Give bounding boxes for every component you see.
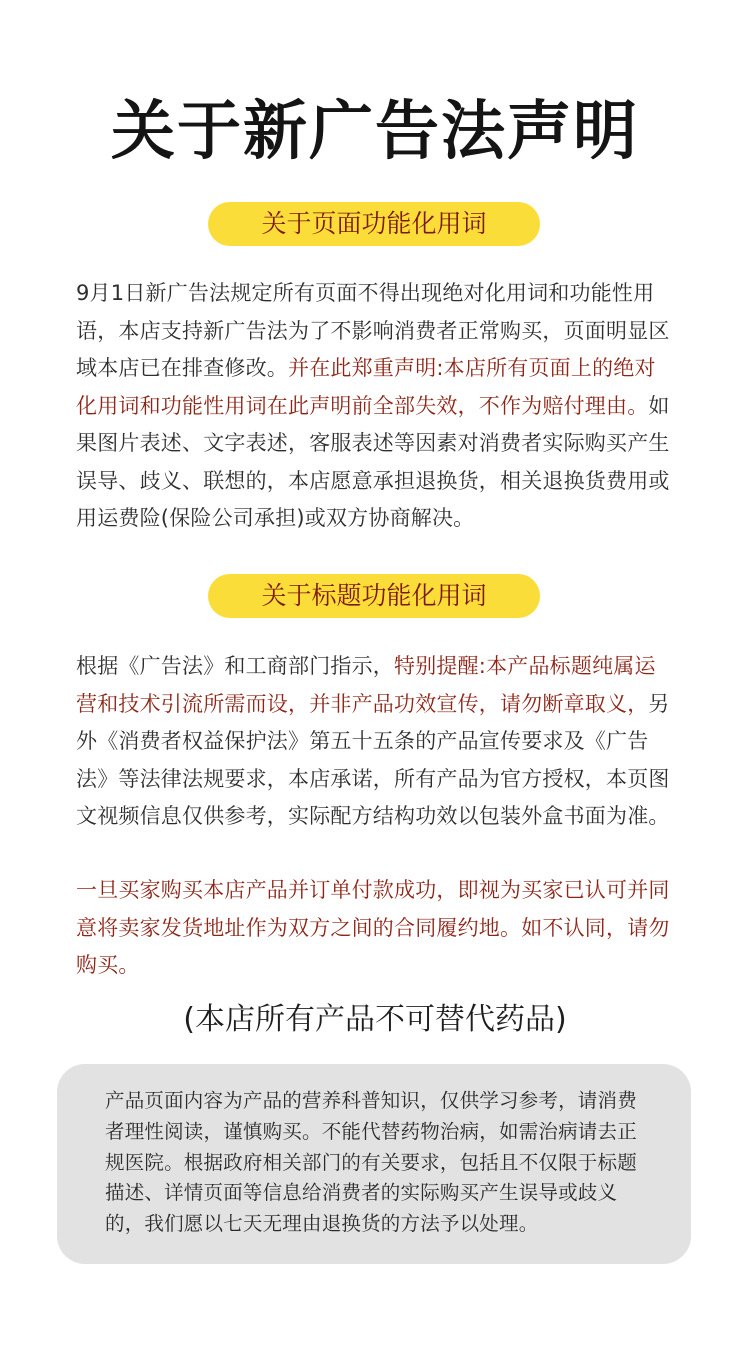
page-wording-paragraph: [76, 275, 676, 538]
not-medicine-note: (本店所有产品不可替代药品): [183, 1002, 567, 1037]
contract-paragraph: 一旦买家购买本店产品并订单付款成功，即视为买家已认可并同意将卖家发货地址作为双方之间的合同履约地。如不认同，请勿购买。: [76, 878, 670, 977]
page-wording-text-1: 9月1日新广告法规定所有页面不得出现绝对化用词和功能性用语，本店支持新广告法为了不影响消费者正常购买，页面明显区域本店已在排查修改。: [76, 281, 670, 380]
page-wording-declaration: 并在此郑重声明:本店所有页面上的绝对化用词和功能性用词在此声明前全部失效，不作为赔付理由。: [76, 356, 656, 418]
title-wording-reminder: 特别提醒:本产品标题纯属运营和技术引流所需而设，并非产品功效宣传，请勿断章取义，: [76, 654, 656, 716]
title-wording-paragraph: [76, 648, 676, 836]
notice-text: 产品页面内容为产品的营养科普知识，仅供学习参考，请消费者理性阅读，谨慎购买。不能代替药物治病，如需治病请去正规医院。根据政府相关部门的有关要求，包括且不仅限于标题描述、详情页面等信息给消费者的实际购买产生误导或歧义的，我们愿以七天无理由退换货的方法予以处理。: [105, 1089, 637, 1236]
page-wording-text-2: 如果图片表述、文字表述，客服表述等因素对消费者实际购买产生误导、歧义、联想的，本店愿意承担退换货，相关退换货费用或用运费险(保险公司承担)或双方协商解决。: [76, 393, 670, 530]
notice-box: [57, 1064, 691, 1264]
title-wording-text-1: 根据《广告法》和工商部门指示，: [76, 654, 394, 678]
section-heading-title-wording: 关于标题功能化用词: [208, 574, 540, 618]
title-wording-text-2: 另外《消费者权益保护法》第五十五条的产品宣传要求及《广告法》等法律法规要求，本店承诺，所有产品为官方授权，本页图文视频信息仅供参考，实际配方结构功效以包装外盒书面为准。: [76, 691, 670, 828]
section-heading-page-wording: 关于页面功能化用词: [208, 202, 540, 246]
page-title: 关于新广告法声明: [111, 95, 639, 169]
